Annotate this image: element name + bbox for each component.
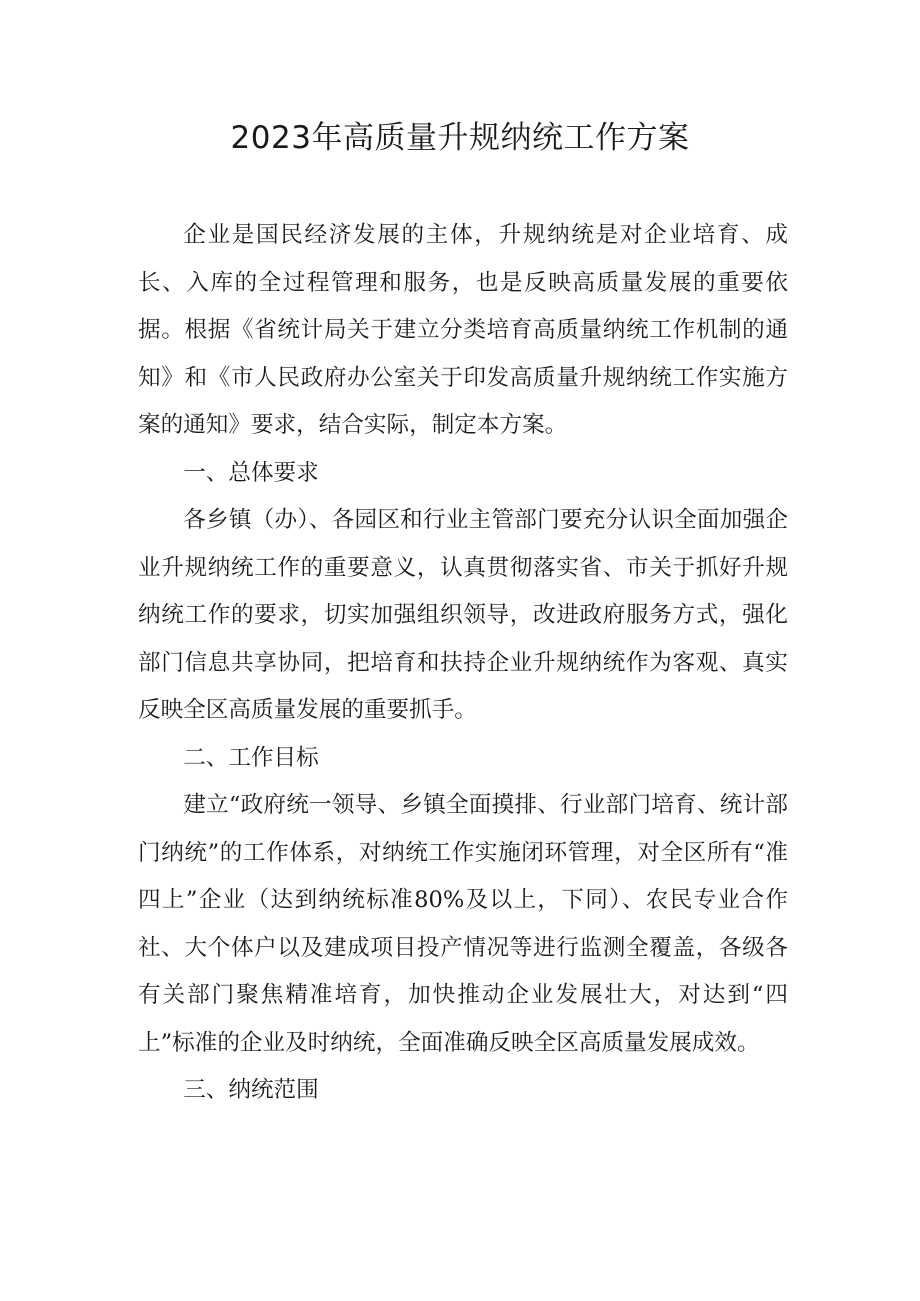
section-heading-work-goals: 二、工作目标 xyxy=(183,744,319,771)
work-goals-paragraph: 建立“政府统一领导、乡镇全面摸排、行业部门培育、统计部门纳统”的工作体系，对纳统工作实施闭环管理，对全区所有“准四上”企业（达到纳统标准80%及以上，下同）、农民专业合作社、大个体户以及建成项目投产情况等进行监测全覆盖，各级各有关部门聚焦精准培育，加快推动企业发展壮大，对达到“四上”标准的企业及时纳统，全面准确反映全区高质量发展成效。 xyxy=(138,792,788,1056)
general-requirements-paragraph: 各乡镇（办）、各园区和行业主管部门要充分认识全面加强企业升规纳统工作的重要意义，认真贯彻落实省、市关于抓好升规纳统工作的要求，切实加强组织领导，改进政府服务方式，强化部门信息共享协同，把培育和扶持企业升规纳统作为客观、真实反映全区高质量发展的重要抓手。 xyxy=(138,507,788,723)
section-heading-scope: 三、纳统范围 xyxy=(183,1077,319,1103)
intro-paragraph: 企业是国民经济发展的主体，升规纳统是对企业培育、成长、入库的全过程管理和服务，也是反映高质量发展的重要依据。根据《省统计局关于建立分类培育高质量纳统工作机制的通知》和《市人民政府办公室关于印发高质量升规纳统工作实施方案的通知》要求，结合实际，制定本方案。 xyxy=(138,222,788,438)
document-body xyxy=(138,212,788,1115)
document-title: 2023年高质量升规纳统工作方案 xyxy=(230,120,690,156)
section-heading-general-requirements: 一、总体要求 xyxy=(183,459,319,486)
